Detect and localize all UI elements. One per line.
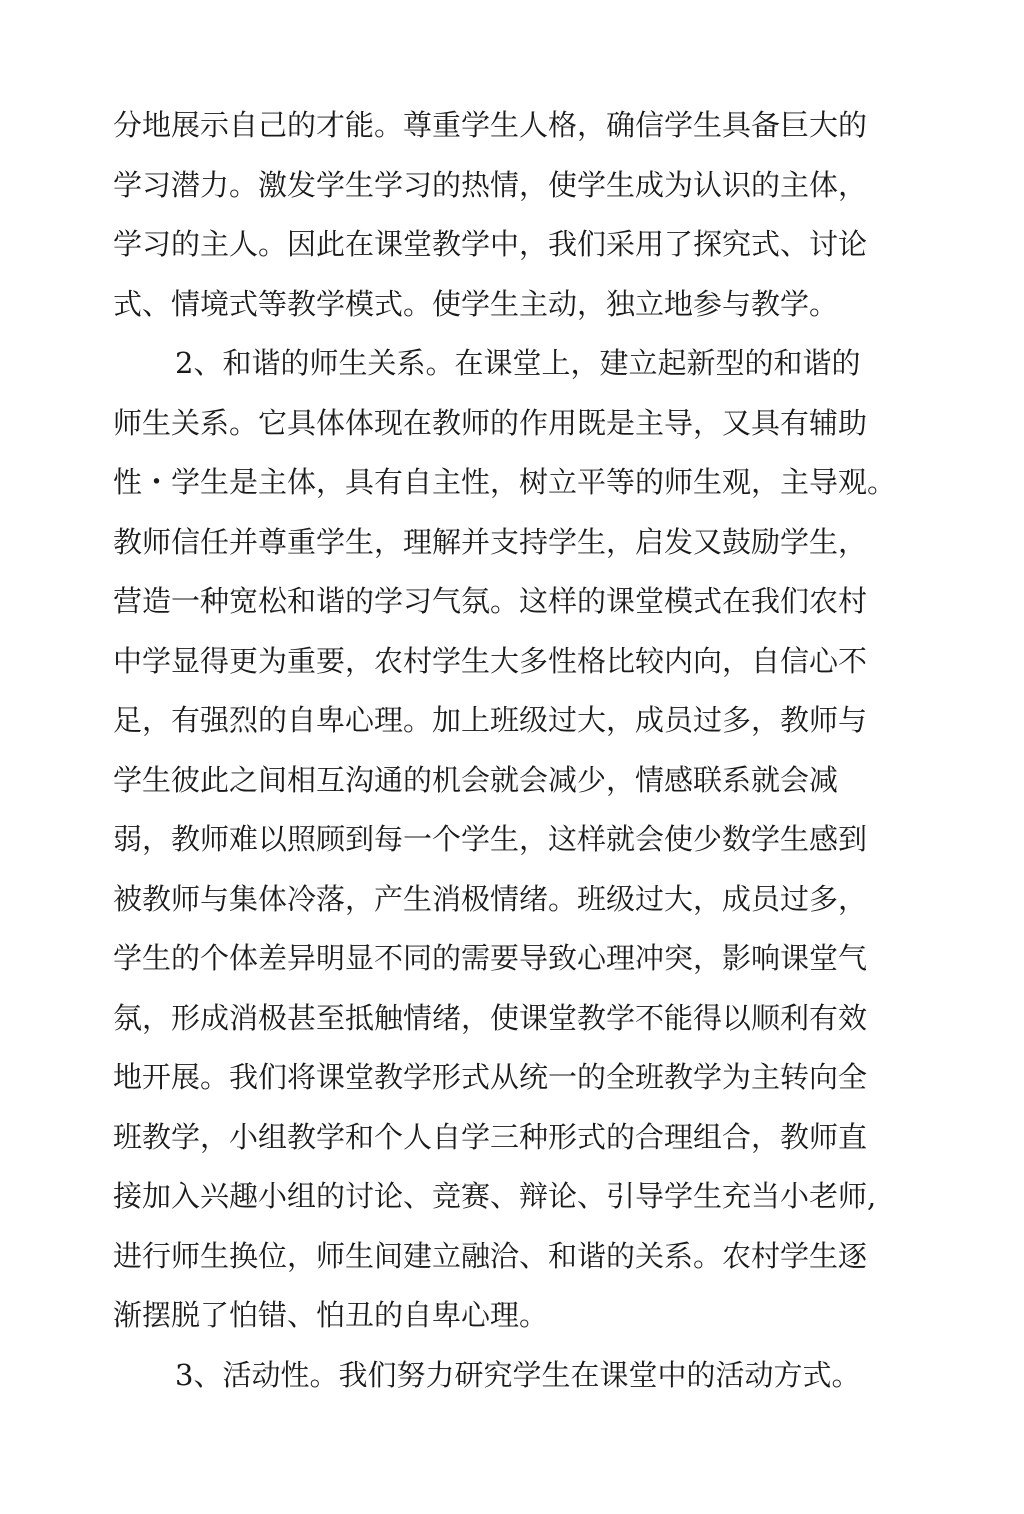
paragraph-2-first-line: 2、和谐的师生关系。在课堂上，建立起新型的和谐的 — [175, 346, 861, 380]
text-line: 班教学，小组教学和个人自学三种形式的合理组合，教师直 — [113, 1119, 868, 1154]
text-line: 式、情境式等教学模式。使学生主动，独立地参与教学。 — [113, 286, 839, 321]
text-line: 学生彼此之间相互沟通的机会就会减少，情感联系就会减 — [113, 762, 839, 797]
text-line: 性・学生是主体，具有自主性，树立平等的师生观，主导观。 — [113, 465, 897, 499]
text-line: 学生的个体差异明显不同的需要导致心理冲突，影响课堂气 — [113, 941, 868, 975]
body-text — [113, 96, 913, 1405]
text-line: 进行师生换位，师生间建立融洽、和谐的关系。农村学生逐 — [113, 1238, 868, 1273]
text-line: 弱，教师难以照顾到每一个学生，这样就会使少数学生感到 — [113, 822, 868, 856]
text-line: 营造一种宽松和谐的学习气氛。这样的课堂模式在我们农村 — [113, 584, 868, 618]
text-line: 教师信任并尊重学生，理解并支持学生，启发又鼓励学生， — [113, 524, 868, 559]
text-line: 分地展示自己的才能。尊重学生人格，确信学生具备巨大的 — [113, 108, 868, 142]
text-line: 被教师与集体冷落，产生消极情绪。班级过大，成员过多， — [113, 881, 868, 916]
text-line: 学习潜力。激发学生学习的热情，使学生成为认识的主体， — [113, 167, 868, 202]
paragraph-3-first-line: 3、活动性。我们努力研究学生在课堂中的活动方式。 — [175, 1357, 861, 1392]
text-line: 地开展。我们将课堂教学形式从统一的全班教学为主转向全 — [113, 1060, 868, 1094]
text-line: 渐摆脱了怕错、怕丑的自卑心理。 — [113, 1298, 549, 1332]
text-line: 学习的主人。因此在课堂教学中，我们采用了探究式、讨论 — [113, 227, 868, 261]
text-line: 师生关系。它具体体现在教师的作用既是主导，又具有辅助 — [113, 405, 868, 440]
text-line: 接加入兴趣小组的讨论、竞赛、辩论、引导学生充当小老师, — [113, 1179, 877, 1213]
text-line: 足，有强烈的自卑心理。加上班级过大，成员过多，教师与 — [113, 703, 868, 737]
text-line: 氛，形成消极甚至抵触情绪，使课堂教学不能得以顺利有效 — [113, 1000, 868, 1035]
text-line: 中学显得更为重要，农村学生大多性格比较内向，自信心不 — [113, 643, 868, 678]
